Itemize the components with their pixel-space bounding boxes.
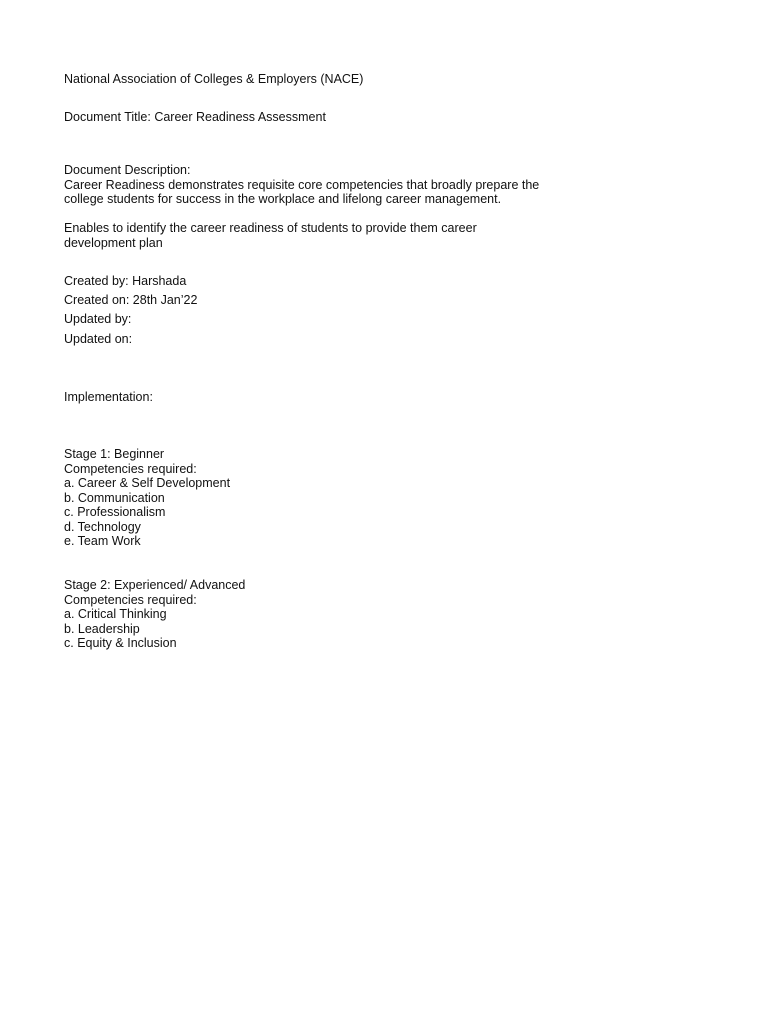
- purpose-line: development plan: [64, 235, 163, 250]
- created-on: Created on: 28th Jan’22: [64, 293, 198, 307]
- stage2-item: a. Critical Thinking: [64, 607, 167, 621]
- stage1-item: c. Professionalism: [64, 505, 166, 519]
- stage1-item: e. Team Work: [64, 534, 141, 548]
- stage1-title: Stage 1: Beginner: [64, 447, 165, 461]
- stage2-section: [64, 578, 564, 651]
- stage1-item: b. Communication: [64, 490, 165, 505]
- stage2-title: Stage 2: Experienced/ Advanced: [64, 578, 246, 592]
- description-line: college students for success in the workplace and lifelong career management.: [64, 192, 502, 206]
- stage1-competencies-label: Competencies required:: [64, 461, 197, 476]
- stage2-competencies-label: Competencies required:: [64, 592, 197, 607]
- description-heading: Document Description:: [64, 163, 191, 177]
- stage1-item: d. Technology: [64, 519, 141, 534]
- stage1-section: [64, 447, 564, 549]
- stage1-item: a. Career & Self Development: [64, 476, 231, 490]
- stage2-item: c. Equity & Inclusion: [64, 636, 177, 650]
- updated-by: Updated by:: [64, 312, 132, 326]
- created-by: Created by: Harshada: [64, 274, 187, 288]
- description-section: [64, 163, 564, 207]
- purpose-line: Enables to identify the career readiness of students to provide them career: [64, 221, 477, 235]
- purpose-section: [64, 221, 564, 250]
- description-line: Career Readiness demonstrates requisite core competencies that broadly prepare the: [64, 177, 540, 192]
- implementation-heading: Implementation:: [64, 390, 153, 404]
- stage2-item: b. Leadership: [64, 621, 140, 636]
- updated-on: Updated on:: [64, 332, 133, 346]
- organization-name: National Association of Colleges & Employers (NACE): [64, 72, 364, 86]
- document-title: Document Title: Career Readiness Assessment: [64, 110, 326, 124]
